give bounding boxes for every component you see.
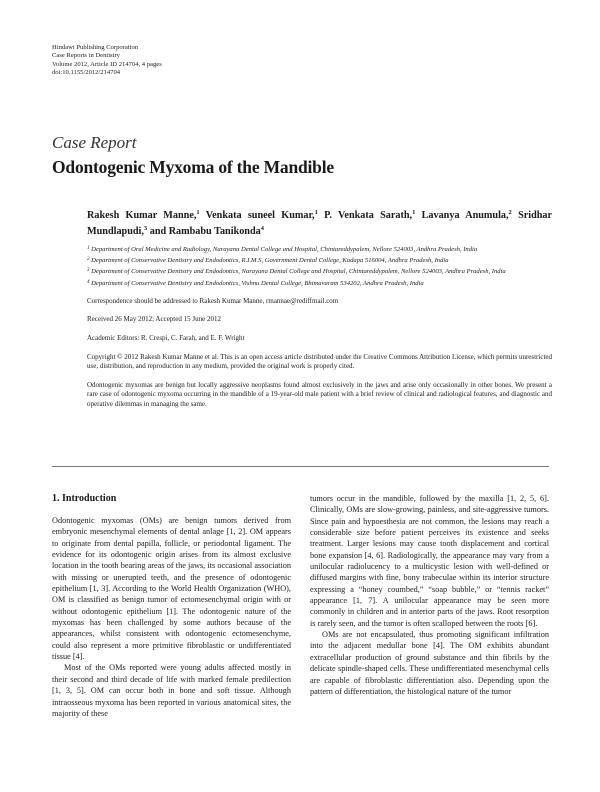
author[interactable]: Sridhar Mundlapudi,$^3$ [87, 210, 553, 237]
affiliation: $^2$ Department of Conservative Dentistry and Endodontics, R.I.M.S, Government Dental College, Kadapa 516004, Andhra Pradesh, India [87, 257, 449, 265]
doi[interactable]: doi:10.1155/2012/214704 [52, 68, 121, 76]
section-heading: 1. Introduction [52, 493, 117, 504]
volume-info: Volume 2012, Article ID 214704, 4 pages [52, 60, 162, 68]
front-matter [87, 206, 552, 410]
left-column [52, 493, 291, 719]
journal-name: Case Reports in Dentistry [52, 52, 120, 60]
author[interactable]: P. Venkata Sarath,$^1$ [324, 209, 416, 221]
author[interactable]: and Rambabu Tanikonda$^4$ [149, 225, 264, 237]
author-list [87, 206, 552, 238]
author[interactable]: Rakesh Kumar Manne,$^1$ [87, 209, 200, 221]
body-paragraph: OMs are not encapsulated, thus promoting significant infiltration into the adjacent medullar bone [4]. The OM exhibits abundant extracellular production of ground substance and thin fibrils by the delicate spindle-shaped cells. These undifferentiated mesenchymal cells are capable of fibroblastic differentiation also. Depending upon the pattern of differentiation, the histological nature of the tumor [310, 630, 549, 696]
academic-editors: Academic Editors: R. Crespi, C. Farah, and E. F. Wright [87, 334, 245, 342]
author[interactable]: Lavanya Anumula,$^2$ [421, 209, 512, 221]
right-column [310, 493, 549, 697]
abstract: Odontogenic myxomas are benign but locally aggressive neoplasms found almost exclusively in the jaws and arise only occasionally in other bones. We present a rare case of odontogenic myxoma occurring in the mandible of a 19-year-old male patient with a brief review of clinical and radiological features, and diagnostic and operative dilemmas in managing the same. [87, 380, 552, 408]
correspondence: Correspondence should be addressed to Rakesh Kumar Manne, rmannae@rediffmail.com [87, 296, 339, 305]
publisher-name: Hindawi Publishing Corporation [52, 44, 139, 51]
section-divider [52, 466, 549, 467]
copyright-notice: Copyright © 2012 Rakesh Kumar Manne et al. This is an open access article distributed under the Creative Commons Attribution License, which permits unrestricted use, distribution, and reproduction in any medium, provided the original work is properly cited. [87, 352, 552, 371]
affiliation: $^3$ Department of Conservative Dentistry and Endodontics, Narayana Dental College and Hospital, Chintareddypalem, Nellore 524003, Andhra Pradesh, India [87, 268, 506, 276]
publication-header [52, 44, 162, 77]
article-title: Odontogenic Myxoma of the Mandible [52, 157, 334, 177]
affiliation-list [87, 244, 552, 289]
body-paragraph: Odontogenic myxomas (OMs) are benign tumors derived from embryonic mesenchymal elements of dental anlage [1, 2]. OM appears to originate from dental papilla, follicle, or periodontal ligament. The evidence for its odontogenic origin arises from its almost exclusive location in the tooth bearing areas of the jaws, its occasional association with missing or unerupted teeth, and the presence of odontogenic epithelium [1, 3]. According to the World Health Organization (WHO), OM is classified as benign tumor of ectomesenchymal origin with or without odontogenic epithelium [1]. The odontogenic nature of the myxomas has been challenged by some authors because of the appearances, whilst consistent with odontogenic ectomesenchyme, could also represent a more primitive fibroblastic or undifferentiated tissue [4]. [52, 516, 291, 662]
received-accepted-dates: Received 26 May 2012; Accepted 15 June 2012 [87, 315, 221, 324]
body-paragraph: Most of the OMs reported were young adults affected mostly in their second and third decade of life with marked female predilection [1, 3, 5]. OM can occur both in bone and soft tissue. Although intraosseous myxoma has been reported in various anatomical sites, the majority of these [52, 663, 291, 718]
author[interactable]: Venkata suneel Kumar,$^1$ [205, 209, 318, 221]
affiliation: $^1$ Department of Oral Medicine and Radiology, Narayana Dental College and Hospital, Chintareddypalem, Nellore 524003, Andhra Pradesh, India [87, 246, 478, 253]
affiliation: $^4$ Department of Conservative Dentistry and Endodontics, Vishnu Dental College, Bhimavaram 534202, Andhra Pradesh, India [87, 279, 424, 287]
article-type: Case Report [52, 133, 137, 152]
body-paragraph: tumors occur in the mandible, followed by the maxilla [1, 2, 5, 6]. Clinically, OMs are slow-growing, painless, and site-aggressive tumors. Since pain and hypoesthesia are not common, the lesions may reach a considerable size before patient perceives its existence and seeks treatment. Larger lesions may cause tooth displacement and cortical bone expansion [4, 6]. Radiologically, the appearance may vary from a unilocular radiolucency to a multicystic lesion with well-defined or diffused margins with fine, bony trabeculae within its interior structure expressing a “honey coumbed,” “soap bubble,” or “tennis racket” appearance [1, 7]. A unilocular appearance may be seen more commonly in children and in anterior parts of the jaws. Root resorption is rarely seen, and the tumor is often scalloped between the roots [6]. [310, 494, 549, 628]
